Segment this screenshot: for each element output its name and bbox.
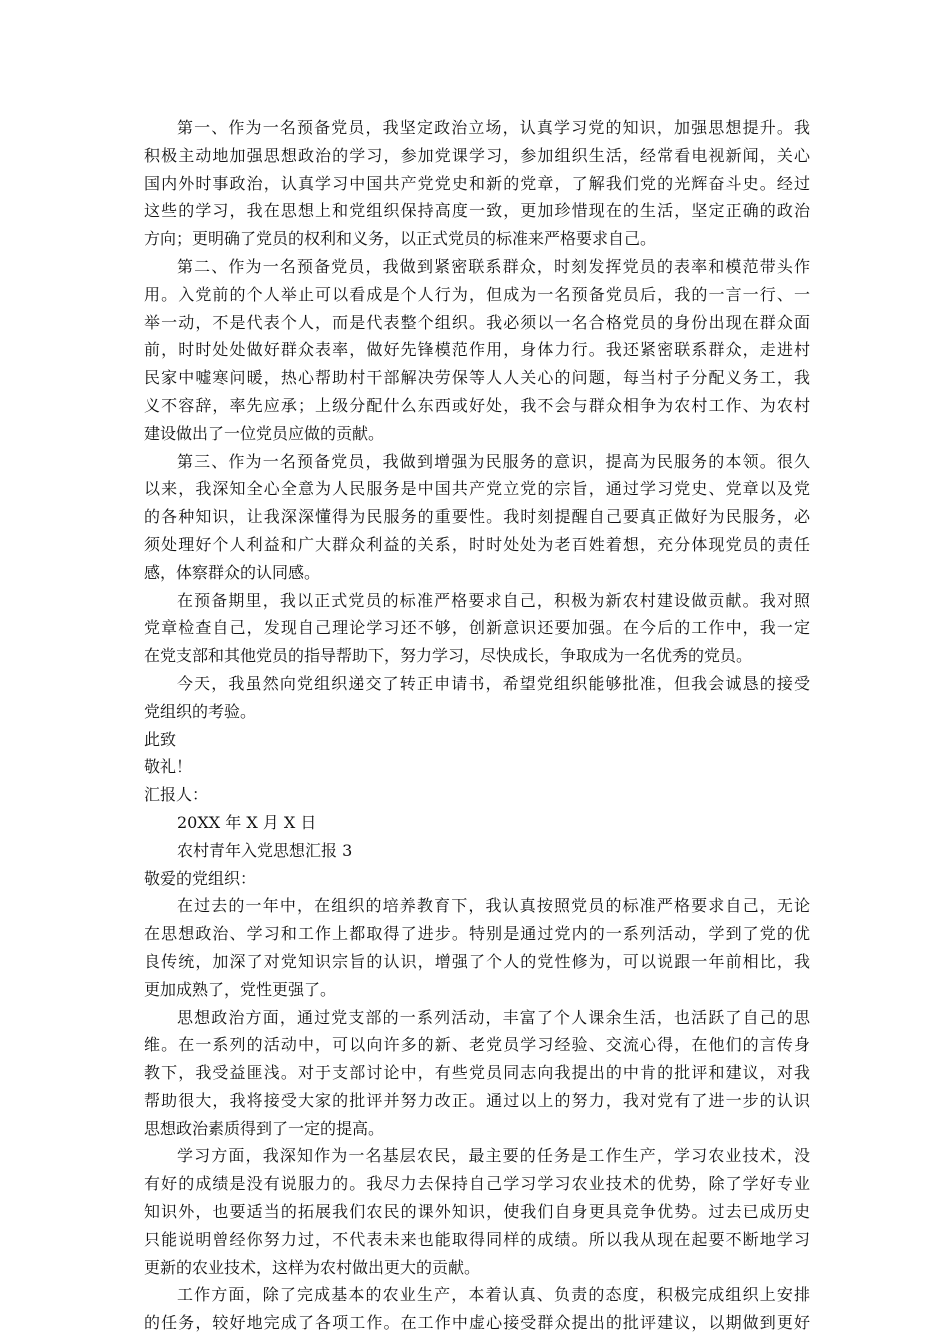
- text-line: 在党支部和其他党员的指导帮助下，努力学习，尽快成长，争取成为一名优秀的党员。: [144, 646, 753, 666]
- text-line: 义不容辞，率先应承；上级分配什么东西或好处，我不会与群众相争为农村工作、为农村: [144, 395, 810, 415]
- text-line: 这些的学习，我在思想上和党组织保持高度一致，更加珍惜现在的生活，坚定正确的政治: [144, 201, 810, 221]
- text-line: 工作方面，除了完成基本的农业生产，本着认真、负责的态度，积极完成组织上安排: [177, 1285, 810, 1305]
- text-line: 更加成熟了，党性更强了。: [144, 979, 337, 999]
- text-line: 第二、作为一名预备党员，我做到紧密联系群众，时刻发挥党员的表率和模范带头作: [177, 256, 810, 276]
- text-line: 思想政治素质得到了一定的提高。: [144, 1118, 385, 1138]
- text-line: 良传统，加深了对党知识宗旨的认识，增强了个人的党性修为，可以说跟一年前相比，我: [144, 951, 810, 971]
- text-line: 建设做出了一位党员应做的贡献。: [144, 423, 385, 443]
- text-line: 党章检查自己，发现自己理论学习还不够，创新意识还要加强。在今后的工作中，我一定: [144, 618, 810, 638]
- text-line: 在过去的一年中，在组织的培养教育下，我认真按照党员的标准严格要求自己，无论: [177, 896, 810, 916]
- text-line: 感，体察群众的认同感。: [144, 562, 321, 582]
- closing-respect: 敬礼！: [144, 757, 193, 777]
- text-line: 更新的农业技术，这样为农村做出更大的贡献。: [144, 1257, 481, 1277]
- text-line: 在预备期里，我以正式党员的标准严格要求自己，积极为新农村建设做贡献。我对照: [177, 590, 810, 610]
- text-line: 用。入党前的个人举止可以看成是个人行为，但成为一名预备党员后，我的一言一行、一: [144, 284, 810, 304]
- text-line: 今天，我虽然向党组织递交了转正申请书，希望党组织能够批准，但我会诚恳的接受: [177, 673, 810, 693]
- report-date: 20XX 年 X 月 X 日: [177, 812, 317, 832]
- text-line: 民家中嘘寒问暖，热心帮助村干部解决劳保等人人关心的问题，每当村子分配义务工，我: [144, 368, 810, 388]
- text-line: 方向；更明确了党员的权利和义务，以正式党员的标准来严格要求自己。: [144, 229, 657, 249]
- text-line: 有好的成绩是没有说服力的。我尽力去保持自己学习学习农业技术的优势，除了学好专业: [144, 1174, 810, 1194]
- text-line: 教下，我受益匪浅。对于支部讨论中，有些党员同志向我提出的中肯的批评和建议，对我: [144, 1063, 810, 1083]
- text-line: 须处理好个人利益和广大群众利益的关系，时时处处为老百姓着想，充分体现党员的责任: [144, 534, 810, 554]
- text-line: 以来，我深知全心全意为人民服务是中国共产党立党的宗旨，通过学习党史、党章以及党: [144, 479, 810, 499]
- reporter-label: 汇报人：: [144, 785, 209, 805]
- greeting: 敬爱的党组织：: [144, 868, 257, 888]
- text-line: 国内外时事政治，认真学习中国共产党党史和新的党章，了解我们党的光辉奋斗史。经过: [144, 173, 810, 193]
- text-line: 维。在一系列的活动中，可以向许多的新、老党员学习经验、交流心得，在他们的言传身: [144, 1035, 810, 1055]
- text-line: 只能说明曾经你努力过，不代表未来也能取得同样的成绩。所以我从现在起要不断地学习: [144, 1229, 810, 1249]
- text-line: 积极主动地加强思想政治的学习，参加党课学习，参加组织生活，经常看电视新闻，关心: [144, 145, 810, 165]
- text-line: 帮助很大，我将接受大家的批评并努力改正。通过以上的努力，我对党有了进一步的认识: [144, 1090, 810, 1110]
- text-line: 思想政治方面，通过党支部的一系列活动，丰富了个人课余生活，也活跃了自己的思: [177, 1007, 810, 1027]
- text-line: 学习方面，我深知作为一名基层农民，最主要的任务是工作生产，学习农业技术，没: [177, 1146, 810, 1166]
- text-line: 在思想政治、学习和工作上都取得了进步。特别是通过党内的一系列活动，学到了党的优: [144, 924, 810, 944]
- text-line: 党组织的考验。: [144, 701, 257, 721]
- text-line: 前，时时处处做好群众表率，做好先锋模范作用，身体力行。我还紧密联系群众，走进村: [144, 340, 810, 360]
- text-line: 的各种知识，让我深深懂得为民服务的重要性。我时刻提醒自己要真正做好为民服务，必: [144, 507, 810, 527]
- text-line: 第三、作为一名预备党员，我做到增强为民服务的意识，提高为民服务的本领。很久: [177, 451, 810, 471]
- text-line: 第一、作为一名预备党员，我坚定政治立场，认真学习党的知识，加强思想提升。我: [177, 118, 810, 137]
- text-line: 的任务，较好地完成了各项工作。在工作中虚心接受群众提出的批评建议，以期做到更好: [144, 1313, 810, 1333]
- closing-salutation: 此致: [144, 729, 177, 749]
- text-line: 知识外，也要适当的拓展我们农民的课外知识，使我们自身更具竞争优势。过去已成历史: [144, 1202, 810, 1222]
- text-line: 举一动，不是代表个人，而是代表整个组织。我必须以一名合格党员的身份出现在群众面: [144, 312, 810, 332]
- section-title: 农村青年入党思想汇报 3: [177, 840, 353, 860]
- document-body: [144, 114, 810, 1337]
